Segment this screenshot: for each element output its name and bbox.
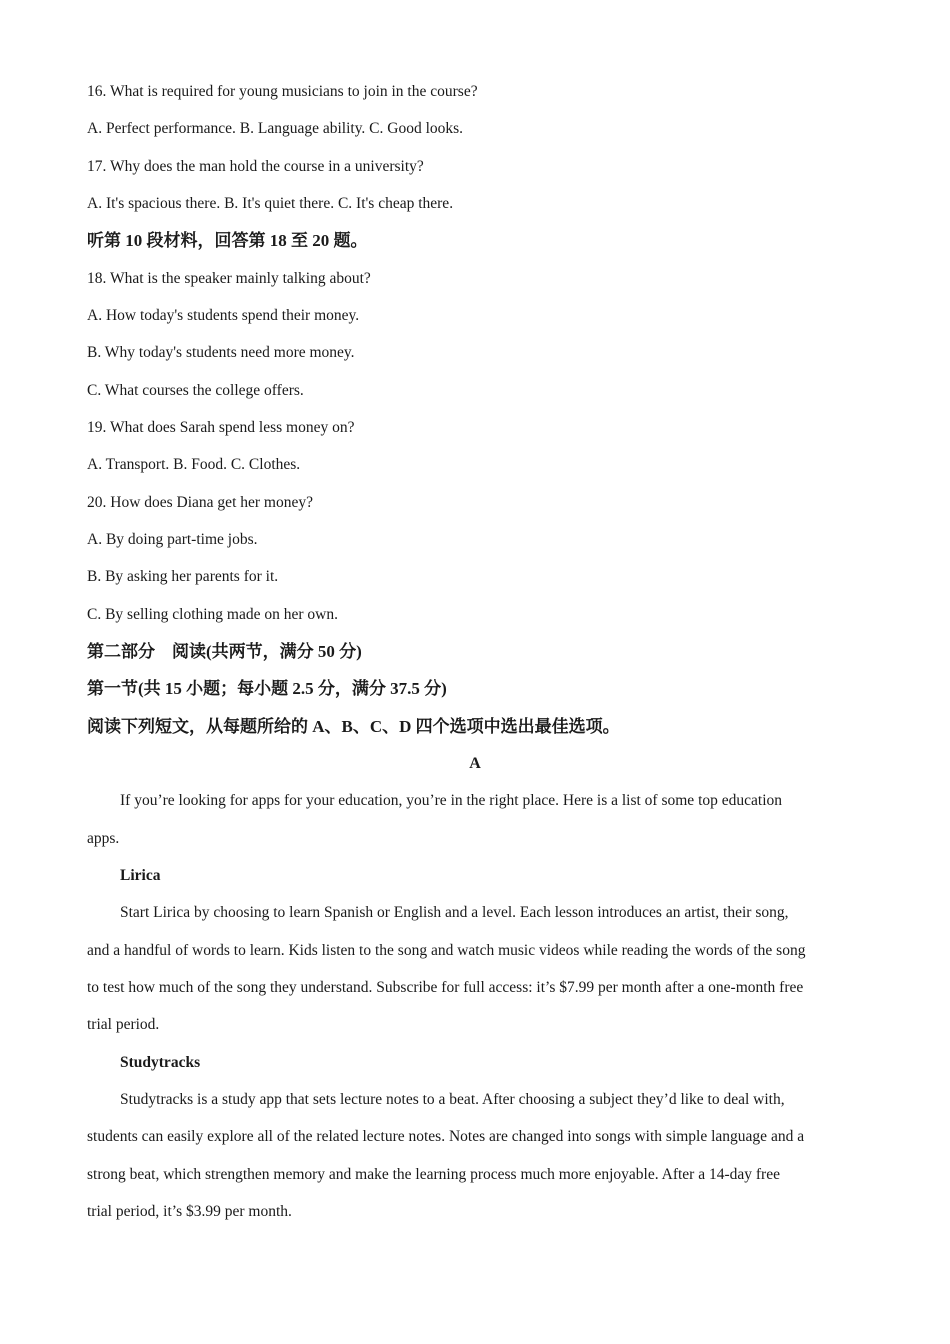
lirica-line-2: and a handful of words to learn. Kids listen to the song and watch music videos while reading the words of the song bbox=[87, 942, 806, 959]
section-1-heading: 第一节(共 15 小题；每小题 2.5 分，满分 37.5 分) bbox=[87, 679, 447, 698]
question-20-option-c: C. By selling clothing made on her own. bbox=[87, 606, 338, 623]
question-17-options: A. It's spacious there. B. It's quiet there. C. It's cheap there. bbox=[87, 195, 454, 212]
question-19: 19. What does Sarah spend less money on? bbox=[87, 419, 355, 436]
question-18-option-c: C. What courses the college offers. bbox=[87, 382, 304, 399]
intro-line-1: If you’re looking for apps for your education, you’re in the right place. Here is a list of some top education bbox=[120, 792, 782, 809]
studytracks-title: Studytracks bbox=[120, 1054, 201, 1071]
lirica-line-3: to test how much of the song they understand. Subscribe for full access: it’s $7.99 per month after a one-month free bbox=[87, 979, 804, 996]
studytracks-line-2: students can easily explore all of the related lecture notes. Notes are changed into songs with simple language and a bbox=[87, 1128, 805, 1145]
question-17: 17. Why does the man hold the course in a university? bbox=[87, 158, 424, 175]
question-18: 18. What is the speaker mainly talking about? bbox=[87, 270, 371, 287]
passage-label: A bbox=[469, 755, 481, 772]
question-19-options: A. Transport. B. Food. C. Clothes. bbox=[87, 456, 301, 473]
section-10-heading: 听第 10 段材料，回答第 18 至 20 题。 bbox=[87, 231, 368, 250]
question-18-option-a: A. How today's students spend their money. bbox=[87, 307, 360, 324]
reading-instruction: 阅读下列短文，从每题所给的 A、B、C、D 四个选项中选出最佳选项。 bbox=[87, 717, 620, 736]
question-16: 16. What is required for young musicians to join in the course? bbox=[87, 83, 478, 100]
lirica-line-1: Start Lirica by choosing to learn Spanish or English and a level. Each lesson introduces an artist, their song, bbox=[120, 904, 789, 921]
question-20: 20. How does Diana get her money? bbox=[87, 494, 313, 511]
intro-line-2: apps. bbox=[87, 830, 120, 847]
lirica-title: Lirica bbox=[120, 867, 161, 884]
lirica-line-4: trial period. bbox=[87, 1016, 160, 1033]
question-16-options: A. Perfect performance. B. Language ability. C. Good looks. bbox=[87, 120, 464, 137]
studytracks-line-1: Studytracks is a study app that sets lecture notes to a beat. After choosing a subject they’d like to deal with, bbox=[120, 1091, 785, 1108]
question-20-option-b: B. By asking her parents for it. bbox=[87, 568, 279, 585]
question-20-option-a: A. By doing part-time jobs. bbox=[87, 531, 258, 548]
studytracks-line-4: trial period, it’s $3.99 per month. bbox=[87, 1203, 292, 1220]
question-18-option-b: B. Why today's students need more money. bbox=[87, 344, 355, 361]
part-2-heading: 第二部分 阅读(共两节，满分 50 分) bbox=[87, 642, 362, 661]
studytracks-line-3: strong beat, which strengthen memory and make the learning process much more enjoyable. After a 14-day free bbox=[87, 1166, 780, 1183]
